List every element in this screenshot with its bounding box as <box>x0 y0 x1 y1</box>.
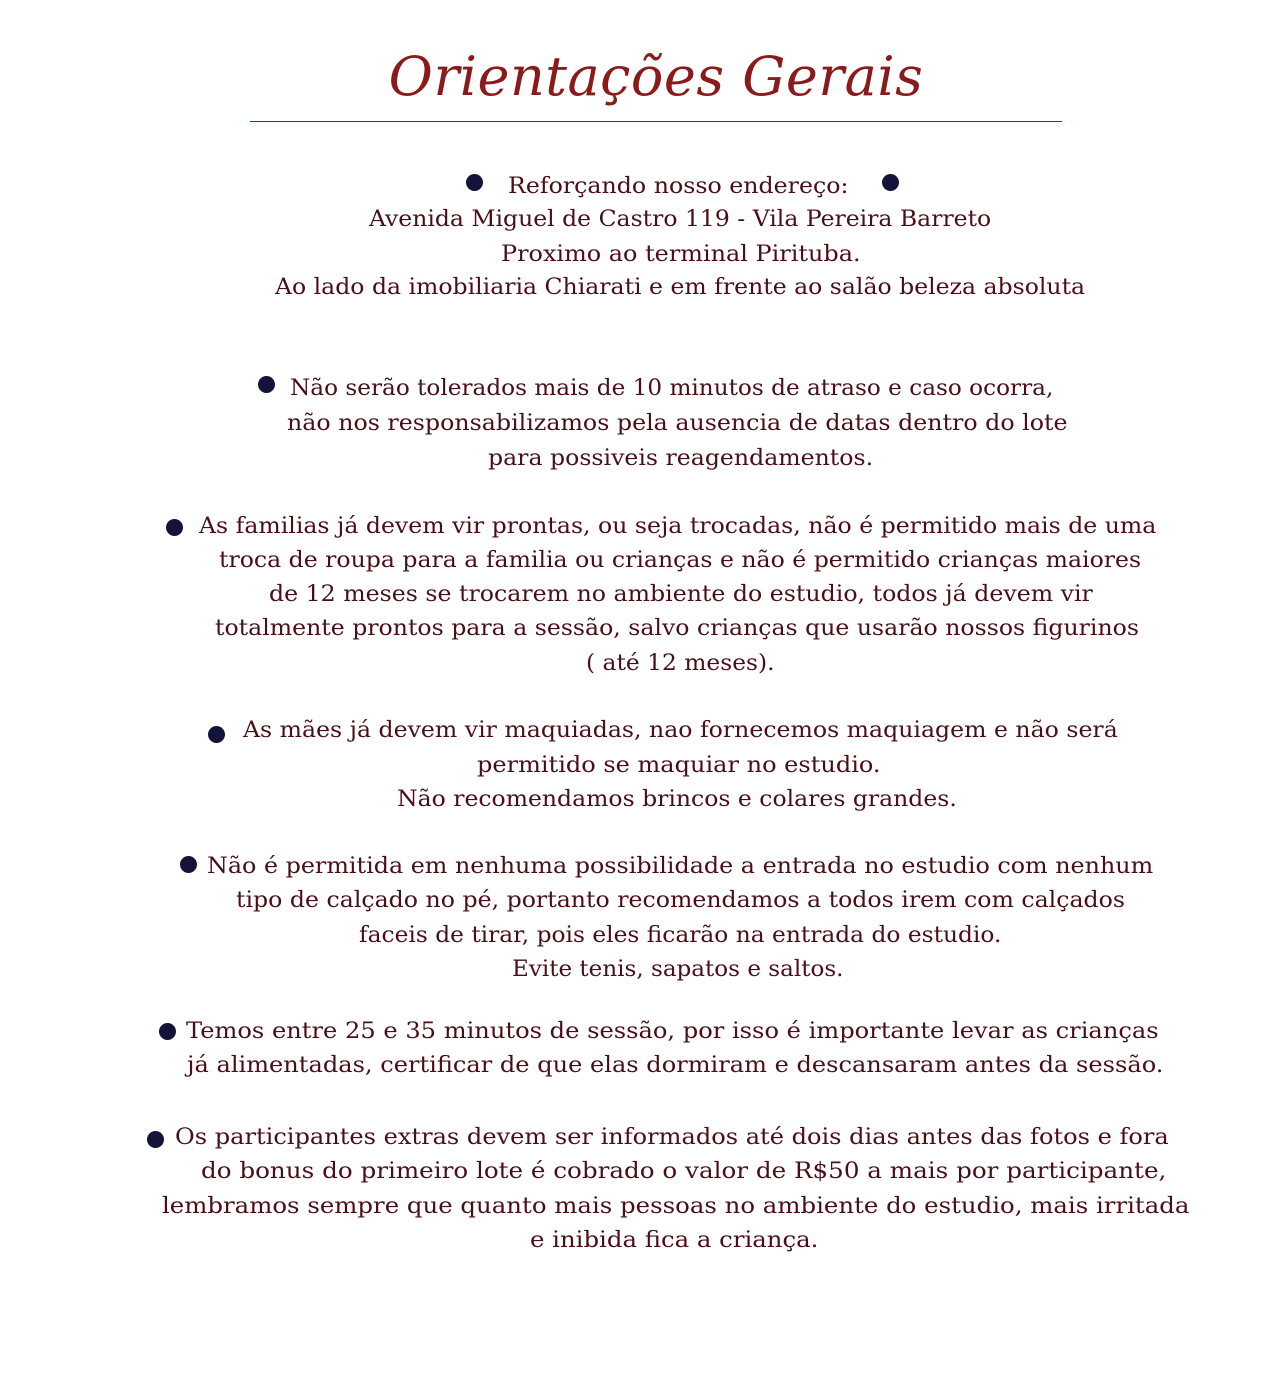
section-line: tipo de calçado no pé, portanto recomendamos a todos irem com calçados <box>236 888 1125 913</box>
section-line: Proximo ao terminal Pirituba. <box>501 242 861 267</box>
section-line: Ao lado da imobiliaria Chiarati e em frente ao salão beleza absoluta <box>275 275 1086 300</box>
bullet-icon <box>180 856 197 873</box>
section-line: As mães já devem vir maquiadas, nao fornecemos maquiagem e não será <box>243 718 1118 743</box>
section-line: Reforçando nosso endereço: <box>508 174 849 199</box>
title-divider <box>250 121 1062 122</box>
section-line: Evite tenis, sapatos e saltos. <box>512 957 844 982</box>
page-title: Orientações Gerais <box>388 45 924 108</box>
bullet-icon <box>166 519 183 536</box>
bullet-icon <box>147 1131 164 1148</box>
section-line: lembramos sempre que quanto mais pessoas no ambiente do estudio, mais irritada <box>162 1194 1190 1219</box>
bullet-icon <box>159 1023 176 1040</box>
section-line: e inibida fica a criança. <box>530 1228 819 1253</box>
section-line: não nos responsabilizamos pela ausencia de datas dentro do lote <box>287 411 1068 436</box>
section-line: ( até 12 meses). <box>586 651 775 676</box>
section-line: Não é permitida em nenhuma possibilidade a entrada no estudio com nenhum <box>207 854 1154 879</box>
section-line: Não recomendamos brincos e colares grandes. <box>397 787 957 812</box>
section-line: Os participantes extras devem ser informados até dois dias antes das fotos e fora <box>175 1125 1169 1150</box>
section-line: já alimentadas, certificar de que elas dormiram e descansaram antes da sessão. <box>187 1053 1164 1078</box>
section-line: Avenida Miguel de Castro 119 - Vila Pereira Barreto <box>369 207 992 232</box>
section-line: para possiveis reagendamentos. <box>488 446 874 471</box>
section-line: faceis de tirar, pois eles ficarão na entrada do estudio. <box>359 923 1002 948</box>
section-line: de 12 meses se trocarem no ambiente do estudio, todos já devem vir <box>269 582 1093 607</box>
section-line: permitido se maquiar no estudio. <box>477 753 881 778</box>
section-line: totalmente prontos para a sessão, salvo crianças que usarão nossos figurinos <box>215 616 1139 641</box>
section-line: do bonus do primeiro lote é cobrado o valor de R$50 a mais por participante, <box>201 1159 1167 1184</box>
bullet-icon <box>882 174 899 191</box>
section-line: As familias já devem vir prontas, ou seja trocadas, não é permitido mais de uma <box>199 514 1157 539</box>
section-line: troca de roupa para a familia ou crianças e não é permitido crianças maiores <box>219 548 1142 573</box>
bullet-icon <box>208 726 225 743</box>
bullet-icon <box>466 174 483 191</box>
section-line: Não serão tolerados mais de 10 minutos de atraso e caso ocorra, <box>290 376 1054 401</box>
section-line: Temos entre 25 e 35 minutos de sessão, por isso é importante levar as crianças <box>186 1019 1159 1044</box>
bullet-icon <box>258 376 275 393</box>
